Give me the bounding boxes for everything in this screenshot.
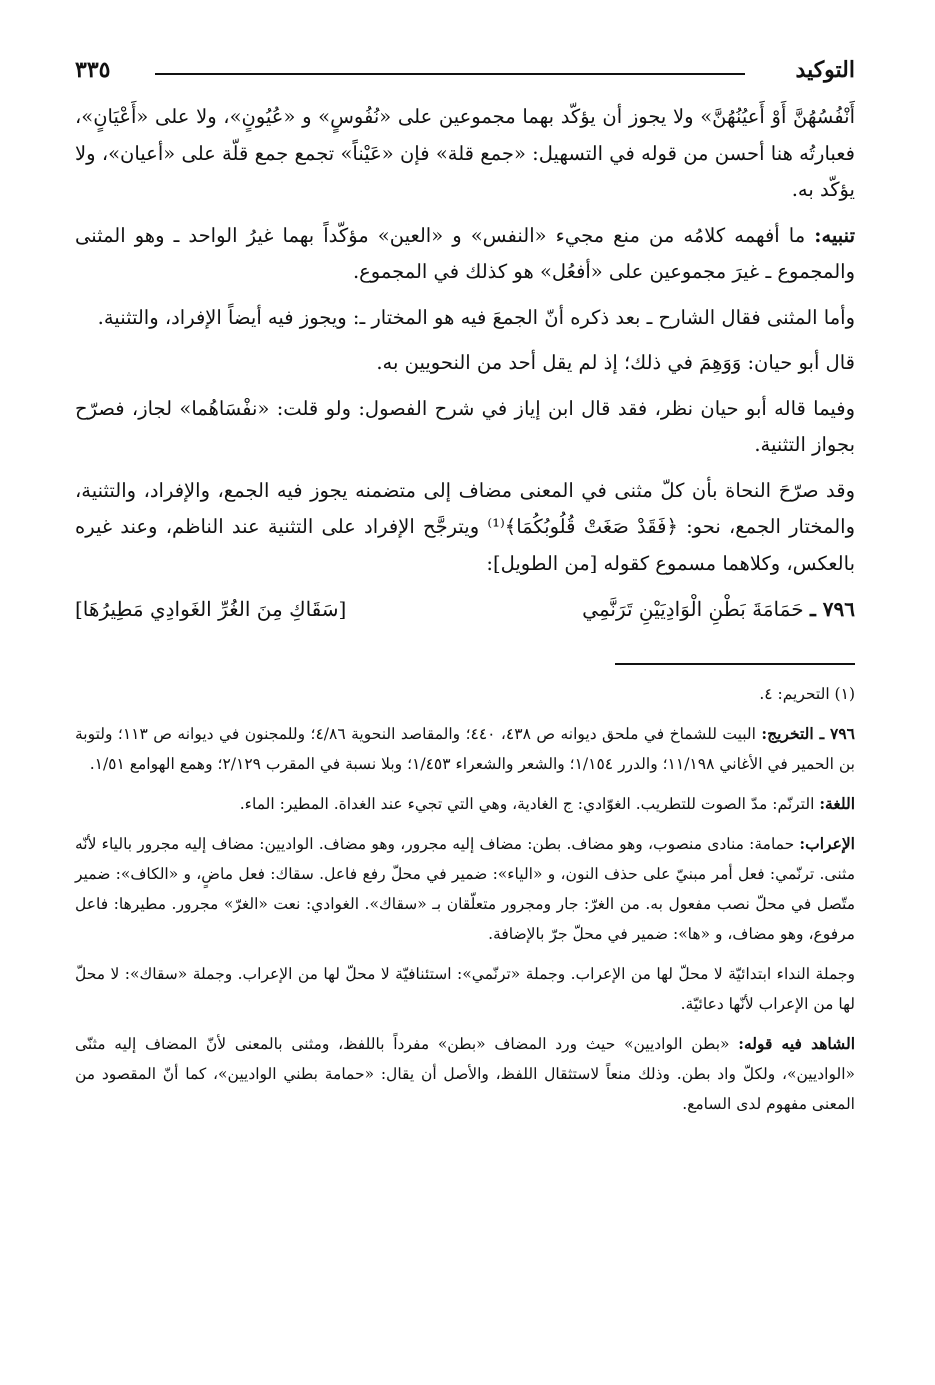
page-header [75,55,855,91]
footnote-label: ٧٩٦ ـ التخريج: [761,724,855,743]
footnote-text: حمامة: منادى منصوب، وهو مضاف. بطن: مضاف إليه مجرور، وهو مضاف. الواديين: مضاف إليه مجرور بالياء لأنّه مثنى. ترنّمي: فعل أمر مبنيّ على حذف النون، و «الياء»: ضمير في محلّ رفع فاعل. سقاك: فعل ماضٍ، و «الكاف»: ضمير متّصل في محلّ نصب مفعول به. من الغرّ: جار ومجرور متعلّقان بـ «سقاك». الغوادي: نعت «الغرّ» مجرور. مطيرها: فاعل مرفوع، وهو مضاف، و «ها»: ضمير في محلّ جرّ بالإضافة. [75,835,855,943]
poetry-verse [75,591,855,627]
footnote-text: (١) التحريم: ٤. [759,685,855,703]
paragraph [75,99,855,209]
paragraph [75,473,855,583]
verse-first-hemistich: حَمَامَةَ بَطْنِ الْوَادِيَيْنِ تَرَنَّمِي [582,597,804,621]
paragraph-label: تنبيه: [814,223,855,247]
footnote-text: الترنّم: مدّ الصوت للتطريب. الغوّادي: ج الغادية، وهي التي تجيء عند الغداة. المطير: الماء. [239,795,820,813]
verse-first-half [582,591,855,627]
footnote-text: وجملة النداء ابتدائيّة لا محلّ لها من الإعراب. وجملة «ترنّمي»: استئنافيّة لا محلّ لها من الإعراب. وجملة «سقاك»: لا محلّ لها من الإعراب لأنّها دعائيّة. [75,965,855,1013]
footnote-text: «بطن الواديين» حيث ورد المضاف «بطن» مفرداً باللفظ، ومثنى بالمعنى لأنّ المضاف إليه مثنّى «الواديين»، ولكلّ واد بطن. وذلك منعاً لاستثقال اللفظ، والأصل أن يقال: «حمامة بطني الواديين»، كما أنّ المقصود من المعنى مفهوم لدى السامع. [75,1035,855,1113]
paragraph-text: أَنْفُسُهُنَّ أَوْ أَعيُنُهُنَّ» ولا يجوز أن يؤكّد بهما مجموعين على «نُفُوسٍ» و «عُيُونٍ»، ولا على «أَعْيَانٍ»، فعبارتُه هنا أحسن من قوله في التسهيل: «جمع قلة» فإن «عَيْناً» تجمع جمع قلّة على «أعيان»، ولا يؤكّد به. [75,105,855,201]
page [75,55,855,1375]
footnote [75,679,855,709]
paragraph [75,391,855,464]
footnote-label: الشاهد فيه قوله: [738,1034,856,1053]
footnote-label: الإعراب: [799,834,855,853]
paragraph-text: وأما المثنى فقال الشارح ـ بعد ذكره أنّ الجمعَ فيه هو المختار ـ: ويجوز فيه أيضاً الإفراد، والتثنية. [97,305,855,329]
header-rule [155,73,745,75]
paragraph-text: وقد صرّحَ النحاة بأن كلّ مثنى في المعنى مضاف إلى متضمنه يجوز فيه الجمع، والإفراد، والتثنية، والمختار الجمع، نحو: ﴿فَقَدْ صَغَتْ قُلُوبُكُمَا﴾⁽¹⁾ ويترجَّح الإفراد على التثنية عند الناظم، وعند غيره بالعكس، وكلاهما مسموع كقوله [من الطويل]: [75,478,856,575]
paragraph-text: ما أفهمه كلامُه من منع مجيء «النفس» و «العين» مؤكّداً بهما غيرُ الواحد ـ وهو المثنى والمجموع ـ غيرَ مجموعين على «أفعُل» هو كذلك في المجموع. [75,223,855,283]
footnote-rule [615,663,855,665]
paragraph-text: وفيما قاله أبو حيان نظر، فقد قال ابن إياز في شرح الفصول: ولو قلت: «نفْسَاهُما» لجاز، فصرّح بجواز التثنية. [75,396,855,456]
footnote [75,789,855,819]
footnotes [75,679,855,1119]
verse-second-hemistich: [سَقَاكِ مِنَ الغُرِّ الغَوادِي مَطِيرُهَا] [75,597,347,621]
paragraph [75,345,855,382]
footnote [75,959,855,1019]
footnote-text: البيت للشماخ في ملحق ديوانه ص ٤٣٨، ٤٤٠؛ والمقاصد النحوية ٤/٨٦؛ وللمجنون في ديوانه ص ١١٣؛ ولتوبة بن الحمير في الأغاني ١١/١٩٨؛ والدرر ١/١٥٤؛ والشعر والشعراء ١/٤٥٣؛ وبلا نسبة في المقرب ٢/١٢٩؛ وهمع الهوامع ١/٥١. [75,725,855,773]
paragraph [75,300,855,337]
footnote [75,1029,855,1119]
paragraph-text: قال أبو حيان: وَوَهِمَ في ذلك؛ إذ لم يقل أحد من النحويين به. [376,351,855,374]
page-number: ٣٣٥ [75,57,111,83]
chapter-title: التوكيد [795,57,855,83]
main-text [75,99,855,627]
paragraph [75,218,855,291]
verse-number: ٧٩٦ ـ [809,597,855,621]
footnote-label: اللغة: [819,794,855,813]
footnote [75,829,855,949]
footnote [75,719,855,779]
